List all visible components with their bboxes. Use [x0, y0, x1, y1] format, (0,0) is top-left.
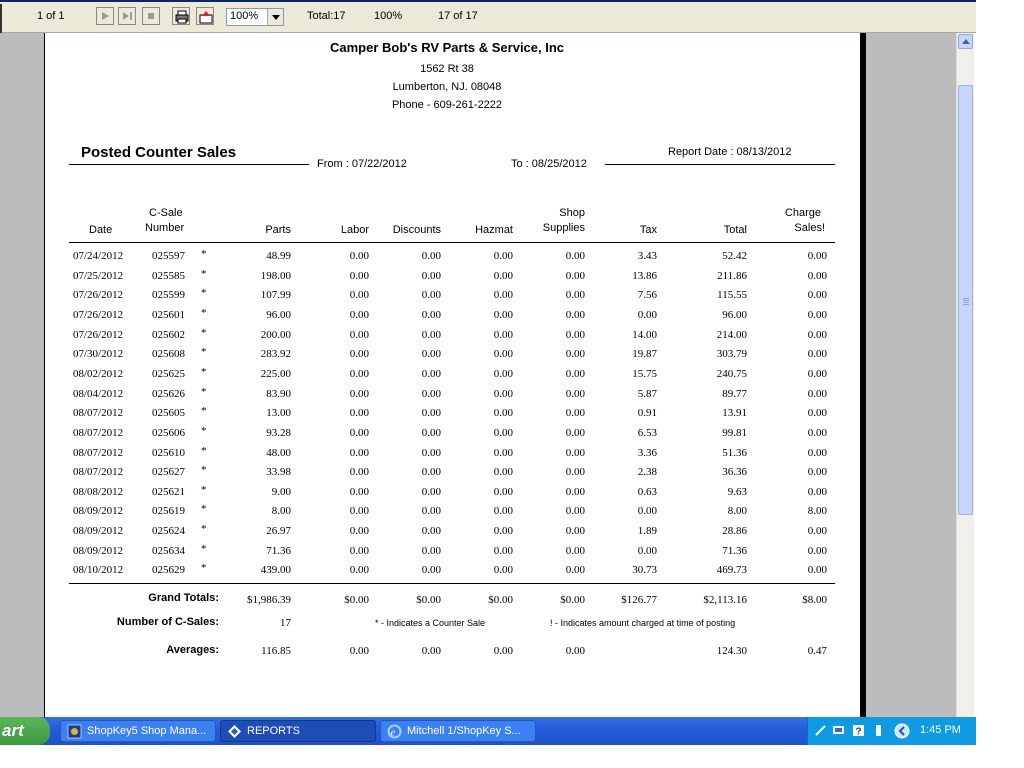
cell-csale-number: 025608 [152, 348, 185, 361]
cell-discounts: 0.00 [421, 466, 441, 479]
cell-hazmat: 0.00 [493, 544, 513, 557]
print-button[interactable] [172, 7, 190, 25]
screen-bottom-margin [0, 745, 1024, 768]
cell-shop-supplies: 0.00 [565, 250, 585, 262]
cell-date: 08/07/2012 [73, 407, 124, 420]
cell-csale-number: 025605 [152, 407, 185, 420]
company-address-line1: 1562 Rt 38 [420, 63, 474, 75]
cell-hazmat: 0.00 [493, 269, 513, 282]
cell-counter-flag: * [201, 267, 207, 280]
cell-tax: 2.38 [637, 466, 657, 479]
average-hazmat: 0.00 [493, 645, 513, 657]
cell-charge-sales: 0.00 [807, 525, 827, 538]
cell-csale-number: 025585 [152, 269, 185, 282]
cell-parts: 83.90 [266, 387, 291, 400]
cell-tax: 13.86 [632, 269, 657, 282]
cell-hazmat: 0.00 [493, 426, 513, 439]
cell-parts: 8.00 [271, 505, 291, 518]
grand-total-total: $2,113.16 [703, 594, 747, 606]
cell-discounts: 0.00 [421, 269, 441, 282]
cell-date: 07/26/2012 [73, 289, 124, 302]
cell-discounts: 0.00 [421, 289, 441, 302]
cell-total: 99.81 [722, 426, 747, 439]
col-labor-header: Labor [340, 224, 369, 236]
cell-parts: 48.99 [266, 250, 291, 262]
cell-labor: 0.00 [349, 505, 369, 518]
play-icon [99, 10, 111, 22]
grand-total-discounts: $0.00 [416, 594, 441, 606]
cell-parts: 96.00 [266, 308, 291, 321]
average-charge: 0.47 [807, 645, 827, 657]
cell-csale-number: 025602 [152, 328, 185, 341]
cell-total: 96.00 [722, 308, 747, 321]
system-tray [807, 717, 976, 745]
cell-date: 08/07/2012 [73, 426, 124, 439]
cell-charge-sales: 0.00 [807, 485, 827, 498]
grand-total-charge: $8.00 [802, 594, 827, 606]
averages-label: Averages: [166, 644, 219, 656]
company-phone: Phone - 609-261-2222 [391, 99, 503, 111]
cell-date: 08/04/2012 [73, 387, 124, 400]
col-shop-header-top: Shop [559, 207, 585, 219]
shopkey-app-icon [67, 724, 82, 739]
cell-parts: 107.99 [260, 289, 291, 302]
date-from: From : 07/22/2012 [317, 158, 407, 170]
cell-charge-sales: 0.00 [807, 466, 827, 479]
cell-parts: 93.28 [266, 426, 291, 439]
cell-parts: 225.00 [260, 367, 291, 380]
cell-labor: 0.00 [349, 348, 369, 361]
cell-charge-sales: 0.00 [807, 446, 827, 459]
grand-total-tax: $126.77 [621, 594, 657, 606]
cell-discounts: 0.00 [421, 308, 441, 321]
cell-tax: 0.00 [637, 544, 657, 557]
cell-counter-flag: * [201, 483, 207, 496]
cell-csale-number: 025610 [152, 446, 185, 459]
cell-discounts: 0.00 [421, 426, 441, 439]
task-label: Mitchell 1/ShopKey S... [407, 725, 521, 737]
toolbar-edge [0, 4, 2, 34]
next-page-button[interactable] [96, 7, 114, 25]
cell-tax: 0.00 [637, 505, 657, 518]
cell-total: 13.91 [722, 407, 747, 420]
cell-hazmat: 0.00 [493, 446, 513, 459]
cell-shop-supplies: 0.00 [565, 348, 585, 361]
cell-labor: 0.00 [349, 466, 369, 479]
cell-csale-number: 025625 [152, 367, 185, 380]
cell-tax: 1.89 [637, 525, 657, 538]
cell-shop-supplies: 0.00 [565, 387, 585, 400]
title-underline [69, 164, 309, 165]
task-reports[interactable] [220, 720, 376, 742]
cell-discounts: 0.00 [421, 564, 441, 577]
cell-discounts: 0.00 [421, 250, 441, 262]
average-total: 124.30 [716, 645, 747, 657]
average-discounts: 0.00 [421, 645, 441, 657]
cell-counter-flag: * [201, 562, 207, 575]
cell-labor: 0.00 [349, 485, 369, 498]
company-address-line2: Lumberton, NJ. 08048 [392, 81, 502, 93]
last-page-button[interactable] [118, 7, 136, 25]
totals-rule [69, 583, 835, 584]
cell-charge-sales: 0.00 [807, 564, 827, 577]
cell-tax: 0.91 [637, 407, 657, 420]
cell-date: 08/09/2012 [73, 505, 124, 518]
cell-hazmat: 0.00 [493, 407, 513, 420]
cell-date: 07/26/2012 [73, 308, 124, 321]
cell-total: 211.86 [717, 269, 747, 282]
cell-discounts: 0.00 [421, 348, 441, 361]
cell-shop-supplies: 0.00 [565, 269, 585, 282]
svg-text:?: ? [855, 726, 862, 737]
printer-icon [175, 10, 189, 24]
col-date-header: Date [89, 224, 113, 236]
cell-counter-flag: * [201, 464, 207, 477]
cell-counter-flag: * [201, 523, 207, 536]
cell-csale-number: 025634 [152, 544, 185, 557]
cell-labor: 0.00 [349, 289, 369, 302]
cell-csale-number: 025606 [152, 426, 185, 439]
cell-hazmat: 0.00 [493, 466, 513, 479]
cell-tax: 3.36 [637, 446, 657, 459]
csales-count-value: 17 [280, 617, 291, 629]
cell-tax: 3.43 [637, 250, 657, 262]
grand-totals-label: Grand Totals: [148, 592, 219, 604]
cell-total: 469.73 [716, 564, 747, 577]
cell-shop-supplies: 0.00 [565, 426, 585, 439]
cell-date: 07/24/2012 [73, 250, 124, 262]
cell-labor: 0.00 [349, 367, 369, 380]
cell-parts: 26.97 [266, 525, 291, 538]
cell-hazmat: 0.00 [493, 505, 513, 518]
cell-parts: 439.00 [260, 564, 291, 577]
cell-charge-sales: 0.00 [807, 367, 827, 380]
preview-background-left [0, 33, 44, 717]
zoom-percent: 100% [374, 10, 403, 22]
cell-counter-flag: * [201, 542, 207, 555]
cell-csale-number: 025621 [152, 485, 185, 498]
cell-charge-sales: 0.00 [807, 308, 827, 321]
cell-date: 08/10/2012 [73, 564, 124, 577]
report-toolbar [0, 2, 976, 33]
cell-total: 52.42 [722, 250, 747, 262]
cell-parts: 33.98 [266, 466, 291, 479]
cell-parts: 198.00 [260, 269, 291, 282]
cell-hazmat: 0.00 [493, 367, 513, 380]
cell-parts: 9.00 [271, 485, 291, 498]
cell-labor: 0.00 [349, 250, 369, 262]
cell-csale-number: 025619 [152, 505, 185, 518]
cell-csale-number: 025599 [152, 289, 185, 302]
cell-shop-supplies: 0.00 [565, 564, 585, 577]
cell-counter-flag: * [201, 346, 207, 359]
page-shadow [860, 33, 866, 717]
grand-total-hazmat: $0.00 [488, 594, 513, 606]
cell-tax: 15.75 [632, 367, 657, 380]
page-indicator: 1 of 1 [37, 10, 65, 22]
cell-csale-number: 025626 [152, 387, 185, 400]
cell-total: 214.00 [716, 328, 747, 341]
cell-date: 08/02/2012 [73, 367, 124, 380]
cell-charge-sales: 8.00 [807, 505, 827, 518]
average-shop: 0.00 [565, 645, 585, 657]
cell-hazmat: 0.00 [493, 564, 513, 577]
col-hazmat-header: Hazmat [475, 224, 513, 236]
network-icon[interactable] [832, 724, 845, 737]
cell-labor: 0.00 [349, 446, 369, 459]
cell-parts: 283.92 [260, 348, 291, 361]
date-to: To : 08/25/2012 [511, 158, 587, 170]
cell-parts: 48.00 [266, 446, 291, 459]
cell-discounts: 0.00 [421, 367, 441, 380]
safely-remove-icon[interactable] [872, 724, 885, 737]
cell-hazmat: 0.00 [493, 328, 513, 341]
cell-hazmat: 0.00 [493, 485, 513, 498]
col-total-header: Total [723, 224, 747, 236]
chevron-left-icon[interactable] [894, 723, 910, 739]
cell-total: 240.75 [716, 367, 747, 380]
cell-labor: 0.00 [349, 308, 369, 321]
cell-date: 07/25/2012 [73, 269, 124, 282]
cell-charge-sales: 0.00 [807, 250, 827, 262]
cell-charge-sales: 0.00 [807, 328, 827, 341]
help-icon[interactable] [852, 724, 865, 737]
cell-labor: 0.00 [349, 564, 369, 577]
svg-text:e: e [390, 726, 396, 739]
col-shop-header-bottom: Supplies [542, 222, 585, 234]
report-date-underline [605, 164, 835, 165]
cell-charge-sales: 0.00 [807, 407, 827, 420]
cell-labor: 0.00 [349, 544, 369, 557]
cell-hazmat: 0.00 [493, 250, 513, 262]
cell-discounts: 0.00 [421, 407, 441, 420]
cell-hazmat: 0.00 [493, 308, 513, 321]
stop-icon [145, 10, 157, 22]
pen-icon[interactable] [814, 724, 827, 737]
cell-total: 28.86 [722, 525, 747, 538]
task-label: ShopKey5 Shop Mana... [87, 725, 207, 737]
cell-discounts: 0.00 [421, 328, 441, 341]
cell-date: 08/08/2012 [73, 485, 124, 498]
zoom-value: 100% [230, 10, 259, 22]
col-tax-header: Tax [639, 224, 657, 236]
tray-clock: 1:45 PM [920, 724, 961, 736]
cell-total: 303.79 [716, 348, 747, 361]
cell-charge-sales: 0.00 [807, 426, 827, 439]
cell-csale-number: 025624 [152, 525, 185, 538]
grip-icon [963, 298, 969, 299]
task-shopkey5[interactable] [60, 720, 216, 742]
stop-button[interactable] [142, 7, 160, 25]
preview-background-right [866, 33, 956, 717]
cell-charge-sales: 0.00 [807, 348, 827, 361]
cell-discounts: 0.00 [421, 485, 441, 498]
cell-labor: 0.00 [349, 269, 369, 282]
average-labor: 0.00 [349, 645, 369, 657]
grand-total-labor: $0.00 [344, 594, 369, 606]
cell-discounts: 0.00 [421, 525, 441, 538]
cell-shop-supplies: 0.00 [565, 485, 585, 498]
cell-total: 89.77 [722, 387, 747, 400]
cell-tax: 14.00 [632, 328, 657, 341]
cell-charge-sales: 0.00 [807, 269, 827, 282]
col-csale-header-bottom: Number [145, 222, 185, 234]
cell-csale-number: 025627 [152, 466, 185, 479]
cell-tax: 7.56 [637, 289, 657, 302]
scroll-up-icon[interactable] [958, 34, 973, 49]
scroll-thumb[interactable] [958, 85, 973, 515]
cell-shop-supplies: 0.00 [565, 446, 585, 459]
cell-labor: 0.00 [349, 387, 369, 400]
cell-total: 9.63 [727, 485, 747, 498]
grand-total-shop: $0.00 [560, 594, 585, 606]
total-records: Total:17 [307, 10, 346, 22]
cell-counter-flag: * [201, 287, 207, 300]
cell-counter-flag: * [201, 503, 207, 516]
cell-discounts: 0.00 [421, 544, 441, 557]
cell-total: 8.00 [727, 505, 747, 518]
cell-date: 07/26/2012 [73, 328, 124, 341]
cell-date: 08/09/2012 [73, 544, 124, 557]
header-rule [69, 242, 835, 243]
chevron-down-icon[interactable] [267, 9, 283, 25]
cell-labor: 0.00 [349, 328, 369, 341]
cell-shop-supplies: 0.00 [565, 466, 585, 479]
start-button[interactable] [0, 717, 50, 745]
cell-parts: 71.36 [266, 544, 291, 557]
record-count: 17 of 17 [438, 10, 478, 22]
cell-hazmat: 0.00 [493, 387, 513, 400]
cell-counter-flag: * [201, 326, 207, 339]
vertical-scrollbar[interactable] [956, 33, 974, 717]
internet-explorer-icon [387, 724, 402, 739]
cell-shop-supplies: 0.00 [565, 289, 585, 302]
cell-charge-sales: 0.00 [807, 289, 827, 302]
cell-hazmat: 0.00 [493, 525, 513, 538]
cell-shop-supplies: 0.00 [565, 328, 585, 341]
cell-total: 71.36 [722, 544, 747, 557]
col-charge-header-bottom: Sales! [794, 222, 825, 234]
report-page [44, 33, 860, 717]
cell-counter-flag: * [201, 405, 207, 418]
cell-discounts: 0.00 [421, 446, 441, 459]
task-label: REPORTS [247, 725, 300, 737]
company-name: Camper Bob's RV Parts & Service, Inc [329, 40, 565, 55]
average-parts: 116.85 [261, 645, 291, 657]
cell-tax: 6.53 [637, 426, 657, 439]
cell-labor: 0.00 [349, 525, 369, 538]
cell-labor: 0.00 [349, 426, 369, 439]
csales-count-label: Number of C-Sales: [116, 616, 219, 628]
cell-counter-flag: * [201, 365, 207, 378]
cell-tax: 19.87 [632, 348, 657, 361]
cell-discounts: 0.00 [421, 387, 441, 400]
cell-counter-flag: * [201, 424, 207, 437]
col-parts-header: Parts [265, 224, 291, 236]
cell-total: 115.55 [717, 289, 747, 302]
cell-charge-sales: 0.00 [807, 387, 827, 400]
task-mitchell[interactable] [380, 720, 536, 742]
cell-tax: 0.00 [637, 308, 657, 321]
cell-shop-supplies: 0.00 [565, 407, 585, 420]
cell-tax: 5.87 [637, 387, 657, 400]
last-page-icon [121, 10, 133, 22]
start-label: art [2, 721, 24, 740]
export-button[interactable] [196, 7, 214, 25]
charged-note: ! - Indicates amount charged at time of posting [550, 618, 736, 628]
cell-total: 51.36 [722, 446, 747, 459]
cell-date: 08/07/2012 [73, 446, 124, 459]
cell-parts: 13.00 [266, 407, 291, 420]
cell-counter-flag: * [201, 444, 207, 457]
report-title: Posted Counter Sales [81, 144, 237, 161]
cell-date: 07/30/2012 [73, 348, 124, 361]
cell-tax: 0.63 [637, 485, 657, 498]
cell-shop-supplies: 0.00 [565, 367, 585, 380]
cell-shop-supplies: 0.00 [565, 308, 585, 321]
report-date: Report Date : 08/13/2012 [668, 146, 792, 158]
cell-discounts: 0.00 [421, 505, 441, 518]
cell-shop-supplies: 0.00 [565, 544, 585, 557]
cell-csale-number: 025629 [152, 564, 185, 577]
cell-total: 36.36 [722, 466, 747, 479]
cell-counter-flag: * [201, 248, 207, 260]
cell-csale-number: 025601 [152, 308, 185, 321]
cell-hazmat: 0.00 [493, 289, 513, 302]
cell-counter-flag: * [201, 306, 207, 319]
counter-sale-note: * - Indicates a Counter Sale [375, 618, 486, 628]
cell-tax: 30.73 [632, 564, 657, 577]
cell-hazmat: 0.00 [493, 348, 513, 361]
cell-parts: 200.00 [260, 328, 291, 341]
reports-app-icon [227, 724, 242, 739]
grand-total-parts: $1,986.39 [247, 594, 291, 606]
col-discounts-header: Discounts [392, 224, 441, 236]
zoom-select[interactable] [226, 8, 284, 26]
cell-charge-sales: 0.00 [807, 544, 827, 557]
cell-date: 08/07/2012 [73, 466, 124, 479]
col-charge-header-top: Charge [784, 207, 821, 219]
export-icon [199, 10, 213, 24]
cell-shop-supplies: 0.00 [565, 505, 585, 518]
cell-shop-supplies: 0.00 [565, 525, 585, 538]
cell-date: 08/09/2012 [73, 525, 124, 538]
cell-csale-number: 025597 [152, 250, 185, 262]
cell-counter-flag: * [201, 385, 207, 398]
col-csale-header-top: C-Sale [149, 207, 183, 219]
cell-labor: 0.00 [349, 407, 369, 420]
